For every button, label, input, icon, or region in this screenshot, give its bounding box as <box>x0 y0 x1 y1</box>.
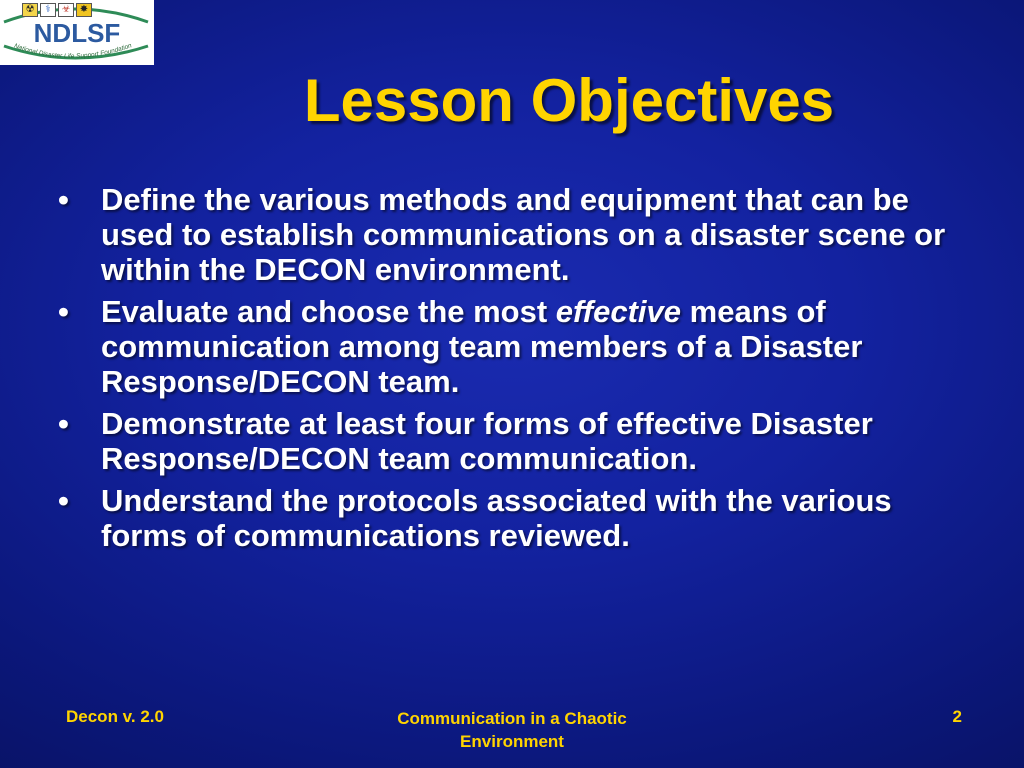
logo-icon-row <box>22 3 92 17</box>
slide-title: Lesson Objectives <box>303 67 835 134</box>
objective-text: Demonstrate at least four forms of effective Disaster Response/DECON team communication. <box>101 406 873 476</box>
ndlsf-logo <box>0 0 154 65</box>
page-number: 2 <box>952 707 962 726</box>
objective-item-1 <box>58 182 963 287</box>
footer-course-title: Communication in a Chaotic Environment <box>397 709 627 751</box>
objective-item-4 <box>58 483 963 553</box>
medical-staff-icon: ⚕ <box>40 3 56 17</box>
bullet-icon: • <box>58 483 69 518</box>
emphasized-word: effective <box>555 294 682 329</box>
bullet-icon: • <box>58 406 69 441</box>
biohazard-icon: ☣ <box>58 3 74 17</box>
objective-text: Define the various methods and equipment that can be used to establish communications on a disaster scene or within the DECON environment. <box>101 182 946 287</box>
objective-text: Evaluate and choose the most effective means of communication among team members of a Disaster Response/DECON team. <box>101 294 863 399</box>
logo-tagline: National Disaster Life Support Foundation <box>13 42 133 61</box>
bullet-icon: • <box>58 182 69 217</box>
objective-item-3 <box>58 406 963 476</box>
footer-version: Decon v. 2.0 <box>66 707 164 726</box>
objectives-list <box>58 182 963 560</box>
radiation-icon: ☢ <box>22 3 38 17</box>
logo-wordmark: NDLSF <box>33 18 121 48</box>
explosion-icon: ✸ <box>76 3 92 17</box>
objective-text: Understand the protocols associated with the various forms of communications reviewed. <box>101 483 892 553</box>
bullet-icon: • <box>58 294 69 329</box>
objective-item-2 <box>58 294 963 399</box>
